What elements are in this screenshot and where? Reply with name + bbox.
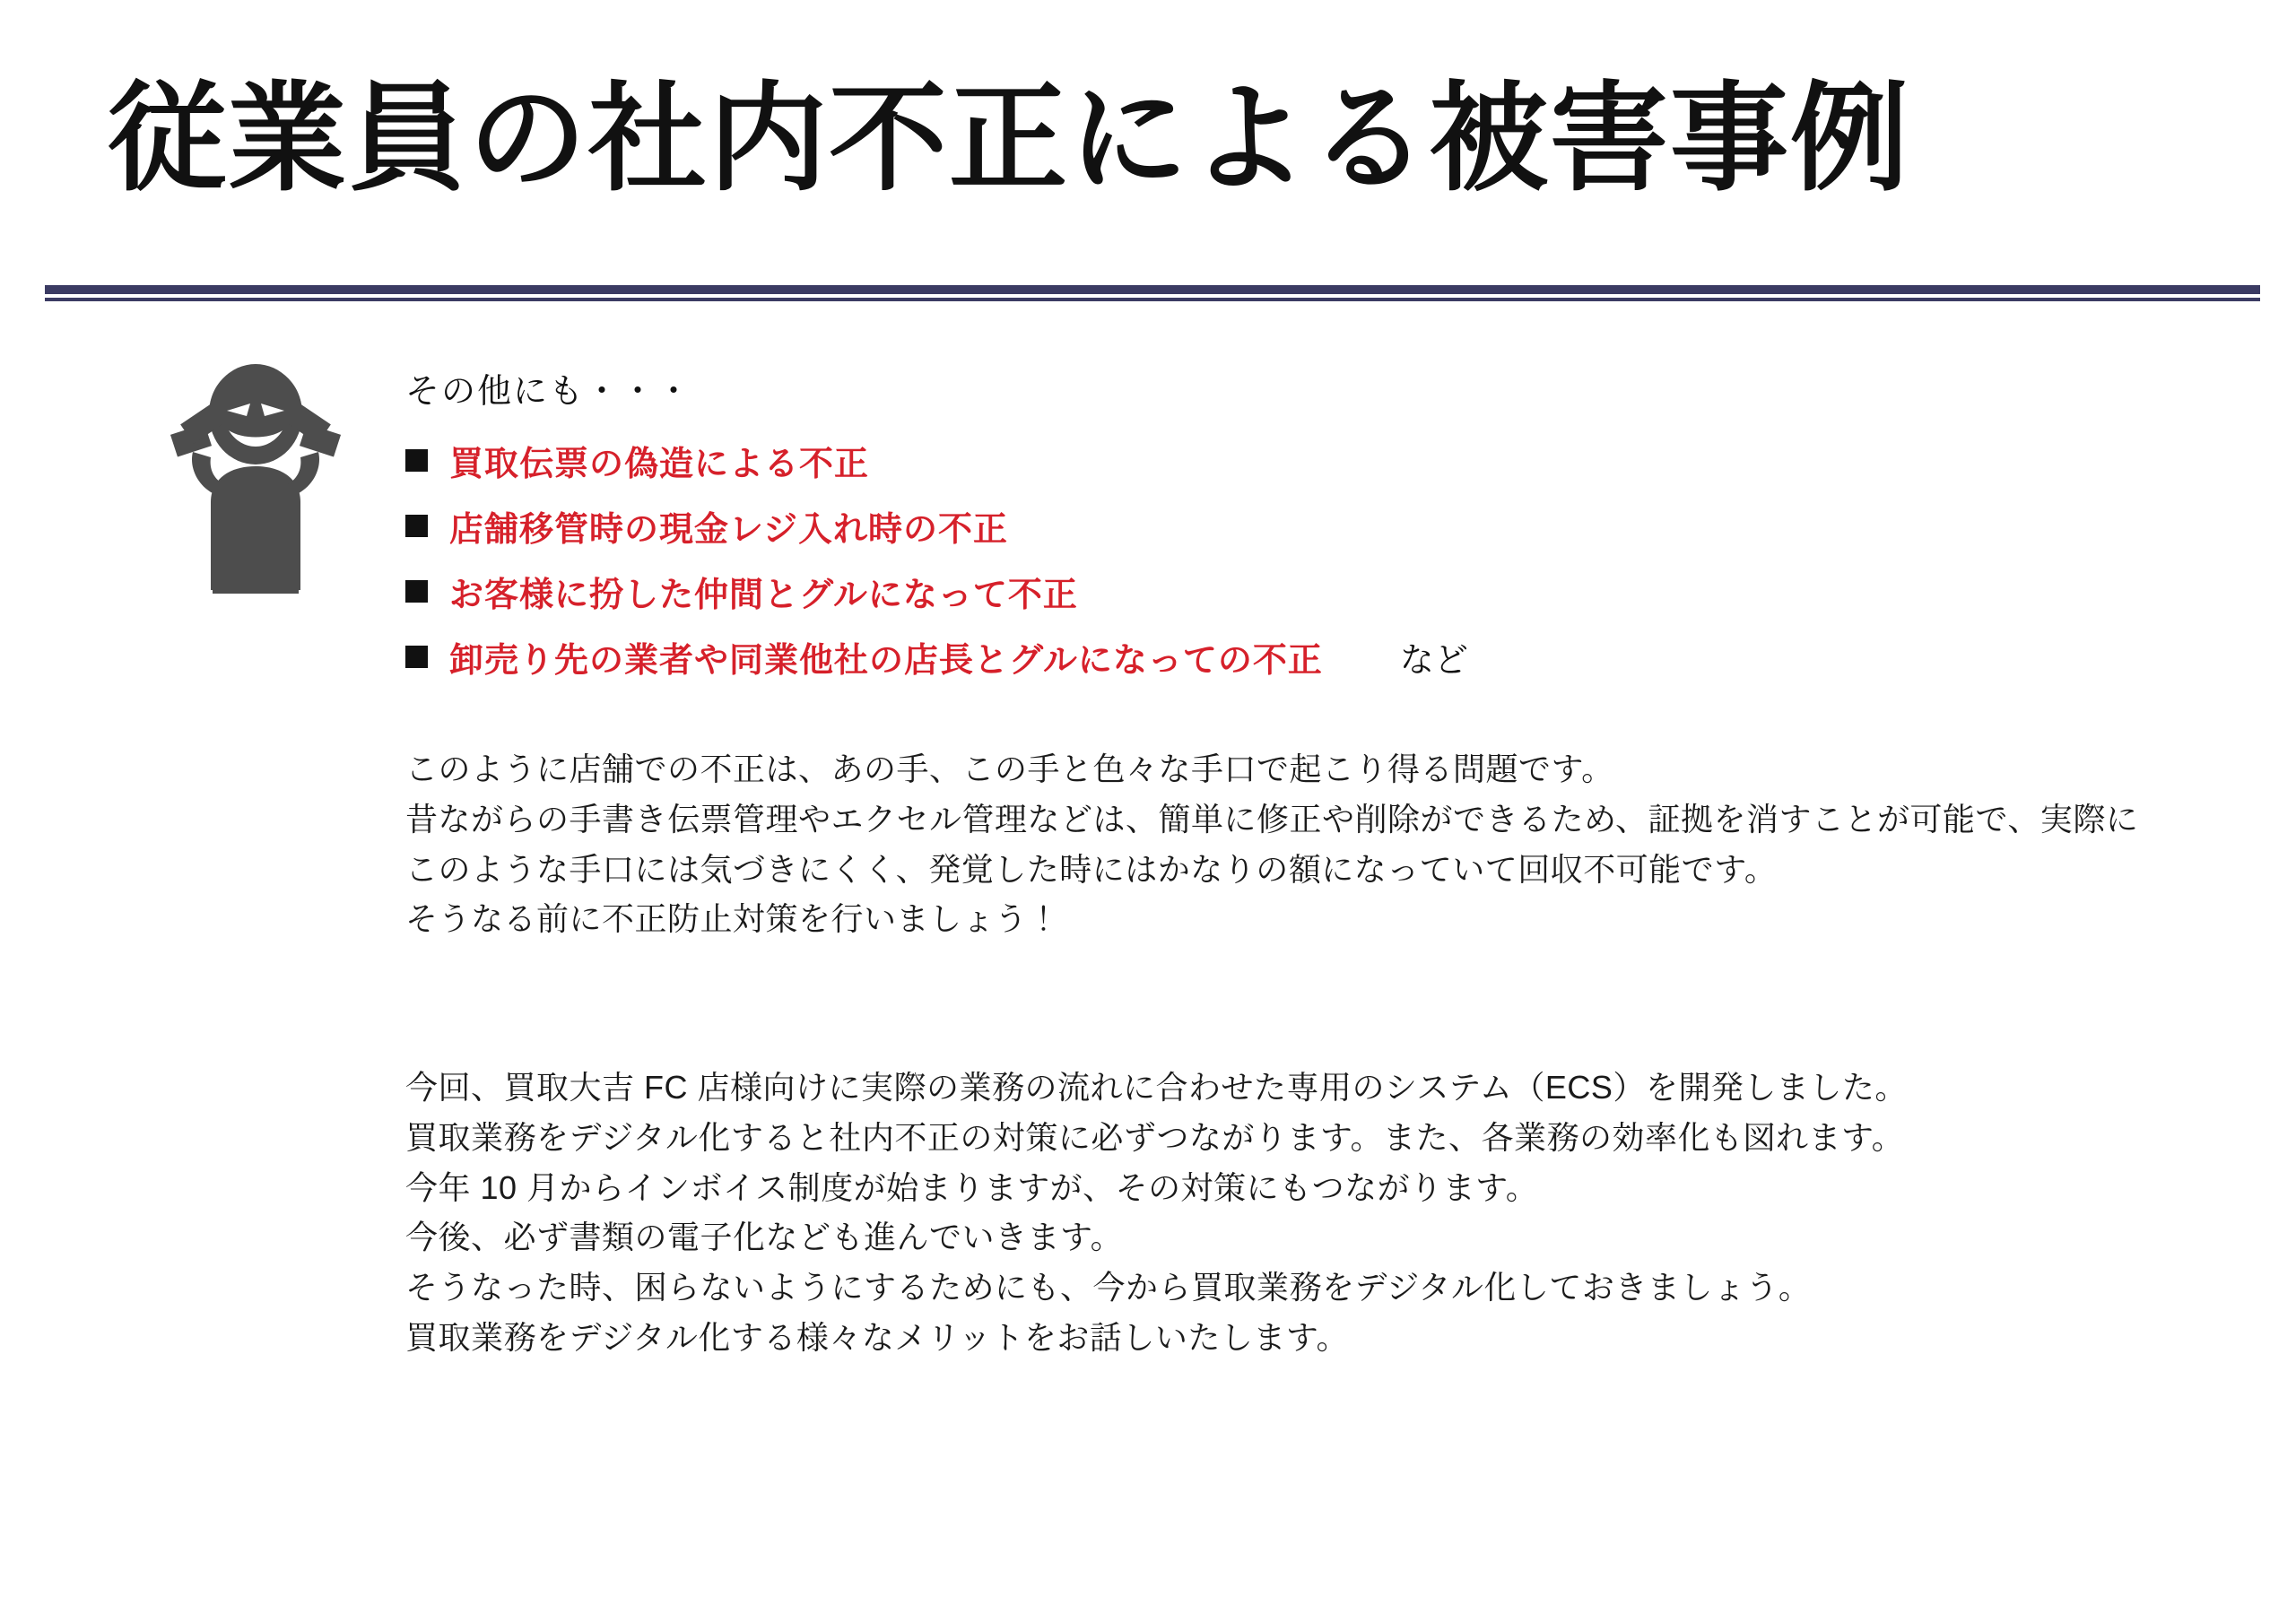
bullet-label: お客様に扮した仲間とグルになって不正 — [449, 577, 1078, 614]
bullet-label: 店舗移管時の現金レジ入れ時の不正 — [449, 511, 1009, 549]
title-divider-thin — [45, 298, 2260, 301]
bullet-list — [405, 428, 2109, 690]
list-item — [405, 624, 2109, 690]
list-item — [405, 493, 2109, 559]
body-line: 今年 10 月からインボイス制度が始まりますが、その対策にもつながります。 — [405, 1168, 1539, 1206]
lead-text: その他にも・・・ — [405, 373, 693, 411]
body-line: そうなった時、困らないようにするためにも、今から買取業務をデジタル化しておきましょう。 — [405, 1269, 1812, 1306]
body-line: 今後、必ず書類の電子化なども進んでいきます。 — [405, 1219, 1124, 1256]
bullet-label: 卸売り先の業者や同業他社の店長とグルになっての不正 — [449, 642, 1323, 680]
square-bullet-icon — [405, 580, 428, 603]
body-paragraph-2 — [405, 1063, 2163, 1363]
body-line: 今回、買取大吉 FC 店様向けに実際の業務の流れに合わせた専用のシステム（ECS）を開発しました。 — [405, 1069, 1908, 1106]
page-title: 従業員の社内不正による被害事例 — [108, 73, 1910, 204]
body-line: そうなる前に不正防止対策を行いましょう！ — [405, 900, 1061, 938]
title-block — [0, 73, 2296, 274]
list-item — [405, 428, 2109, 493]
bullet-suffix: など — [1399, 642, 1468, 680]
body-line: 買取業務をデジタル化すると社内不正の対策に必ずつながります。また、各業務の効率化も図れます。 — [405, 1118, 1905, 1156]
body-line: 昔ながらの手書き伝票管理やエクセル管理などは、簡単に修正や削除ができるため、証拠を消すことが可能で、実際にこのような手口には気づきにくく、発覚した時にはかなりの額になっていて回収不可能です。 — [405, 800, 2139, 888]
list-item — [405, 559, 2109, 624]
body-paragraph-1 — [405, 744, 2163, 944]
square-bullet-icon — [405, 646, 428, 668]
bullet-label: 買取伝票の偽造による不正 — [449, 446, 870, 483]
thief-with-money-icon — [157, 359, 354, 601]
square-bullet-icon — [405, 449, 428, 472]
title-divider-thick — [45, 285, 2260, 294]
square-bullet-icon — [405, 515, 428, 537]
body-line: このように店舗での不正は、あの手、この手と色々な手口で起こり得る問題です。 — [405, 751, 1614, 787]
body-line: 買取業務をデジタル化する様々なメリットをお話しいたします。 — [405, 1318, 1350, 1356]
